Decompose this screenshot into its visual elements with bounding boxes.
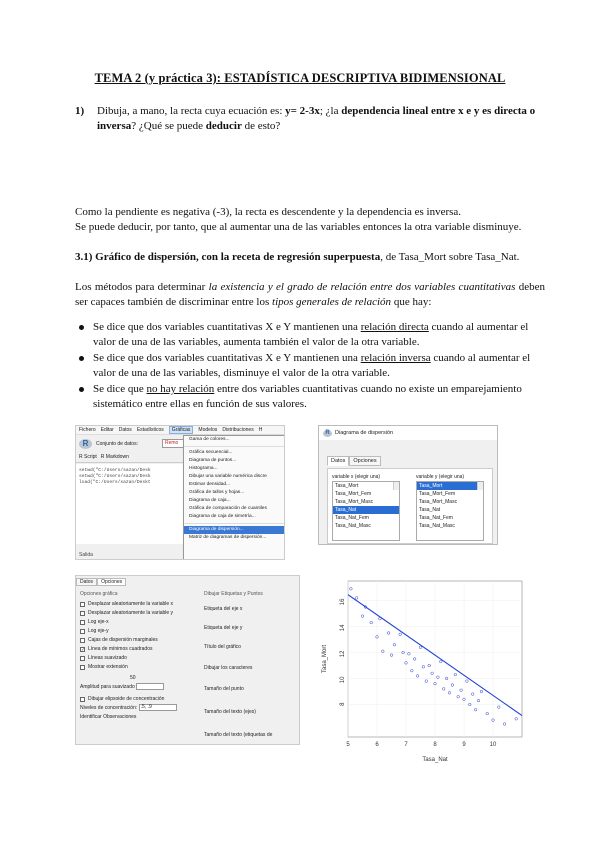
labels-heading: Dibujar Etiquetas y Puntos (204, 591, 263, 597)
list-item-selected[interactable]: Tasa_Nat (333, 506, 399, 514)
y-tick-label: 14 (340, 624, 346, 632)
list-item[interactable]: Tasa_Nat_Masc (419, 523, 455, 529)
graficas-dropdown (183, 435, 285, 560)
list-item[interactable]: Tasa_Nat (419, 507, 441, 513)
script-tabs (76, 454, 184, 463)
list-item[interactable]: Tasa_Mort_Fem (419, 491, 456, 497)
menu-graficas[interactable]: Gráficas (169, 426, 194, 434)
methods-text: deben ser capaces también de discriminar entre los (75, 281, 545, 308)
r-logo-icon: R (323, 430, 332, 437)
checkbox-label: Log eje-y (88, 628, 109, 634)
y-variable-list[interactable] (416, 481, 484, 541)
checkbox-label: Desplazar aleatoriamente la variable y (88, 610, 174, 616)
scatter-dialog-screenshot (318, 425, 498, 545)
menu-item[interactable]: Gráfica de tallos y hojas... (189, 490, 245, 495)
dialog-tabs (327, 456, 381, 466)
menu-item[interactable]: Gráfica de comparación de cuantiles (189, 506, 267, 511)
x-variable-list[interactable] (332, 481, 400, 541)
menu-editar[interactable]: Editar (100, 427, 114, 433)
bullet-dot-icon (79, 387, 84, 392)
field-label: Etiqueta del eje y (204, 625, 243, 631)
y-tick-label: 8 (340, 702, 346, 706)
menu-item[interactable]: Diagrama de caja... (189, 498, 231, 503)
menu-item[interactable]: Gráfica secuencial... (189, 450, 233, 455)
field-label: Tamaño del punto (204, 686, 244, 692)
deduce-bold: deducir (205, 120, 242, 132)
list-item[interactable]: Tasa_Mort (335, 483, 359, 489)
script-line: load("C:/Users/sazan/Deskt (79, 480, 151, 485)
tab-r-markdown[interactable]: R Markdown (100, 454, 129, 460)
field-label: Tamaño del texto (ejes) (204, 709, 256, 715)
checkbox-row[interactable] (80, 695, 200, 704)
scrollbar[interactable] (393, 482, 399, 490)
y-tick-label: 10 (340, 676, 346, 684)
question-text: ? ¿Qué se puede (131, 120, 206, 132)
checkbox-label: Mostrar extensión (88, 664, 128, 670)
menu-item-scatter[interactable]: Diagrama de dispersión... (184, 526, 285, 534)
y-tick-label: 12 (340, 650, 346, 658)
bullet-dot-icon (79, 325, 84, 330)
x-tick-label: 9 (462, 742, 466, 748)
y-tick-label: 16 (340, 598, 346, 606)
graph-options-column (80, 590, 200, 722)
section-3-1 (75, 250, 545, 265)
checkbox-icon[interactable] (80, 611, 85, 616)
x-tick-label: 10 (489, 742, 497, 748)
bullet-text: Se dice que (93, 383, 147, 395)
question-bold: dependencia lineal entre x e y es directa o inversa (97, 105, 536, 132)
span-row (80, 683, 200, 692)
menu-item[interactable]: Diagrama de caja de simetría... (189, 514, 256, 519)
output-label: Salida (79, 552, 93, 558)
relation-bullet-list (75, 320, 545, 413)
checkbox-label: Líneas suavizado (88, 655, 127, 661)
checkbox-row[interactable] (80, 618, 200, 627)
checkbox-row[interactable] (80, 627, 200, 636)
menu-fichero[interactable]: Fichero (79, 427, 96, 433)
question-text: de esto? (241, 120, 281, 132)
field-label: Tamaño del texto (etiquetas de (204, 732, 273, 738)
checkbox-icon[interactable] (80, 656, 85, 661)
field-label: Etiqueta del eje x (204, 606, 243, 612)
question-number: 1) (75, 105, 85, 117)
dataset-label: Conjunto de datos: (96, 441, 138, 447)
bullet-item (75, 351, 545, 381)
bullet-text: cuando al aumentar el valor de una de las variables, disminuye el valor de la otra variable. (93, 352, 531, 379)
rcmdr-menubar (76, 426, 284, 435)
checkbox-row[interactable] (80, 654, 200, 663)
levels-label: Niveles de concentración: (80, 705, 138, 711)
tab-opciones[interactable]: Opciones (349, 456, 380, 466)
bullet-dot-icon (79, 356, 84, 361)
checkbox-label: Log eje-x (88, 619, 109, 625)
bullet-text: Se dice que dos variables cuantitativas X e Y mantienen una (93, 321, 361, 333)
menu-item[interactable]: Gama de colores... (189, 437, 230, 442)
answer-line-2: Se puede deducir, por tanto, que al aumentar una de las variables entonces la otra variable disminuye. (75, 221, 522, 233)
tab-r-script[interactable]: R Script (79, 454, 97, 460)
menu-modelos[interactable]: Modelos (198, 427, 218, 433)
r-logo-icon: R (79, 439, 92, 449)
bullet-text: cuando al aumentar el valor de una de las variables, aumenta también el valor de la otra variable. (93, 321, 529, 348)
levels-row (80, 704, 200, 713)
methods-paragraph (75, 280, 545, 310)
list-item[interactable]: Tasa_Nat_Masc (335, 523, 371, 529)
methods-italic: la existencia y el grado de relación entre dos variables cuantitativas (208, 281, 516, 293)
script-line: setwd("C:/Users/sazan/Desk (79, 474, 151, 479)
methods-text: que hay: (391, 296, 432, 308)
checkbox-row-checked[interactable] (80, 645, 200, 654)
menu-separator (184, 521, 285, 524)
span-value: 50 (130, 675, 136, 681)
checkbox-row[interactable] (80, 600, 200, 609)
script-editor[interactable] (76, 464, 184, 544)
question-text: ; ¿la (319, 105, 342, 117)
menu-item[interactable]: Histograma... (189, 466, 218, 471)
checkbox-row[interactable] (80, 663, 200, 672)
checkbox-icon[interactable] (80, 665, 85, 670)
menu-estadisticos[interactable]: Estadísticos (136, 427, 164, 433)
dialog-title: Diagrama de dispersión (335, 430, 394, 436)
checkbox-label: Línea de mínimos cuadrados (88, 646, 153, 652)
dialog-panel (327, 468, 493, 544)
checkbox-label: Cajas de dispersión marginales (88, 637, 158, 643)
checkmark-icon[interactable]: ✓ (81, 647, 86, 653)
dialog-titlebar (319, 426, 497, 440)
list-item[interactable]: Tasa_Nat_Fem (335, 515, 369, 521)
list-item[interactable]: Tasa_Mort_Masc (419, 499, 458, 505)
menu-item[interactable]: Matriz de diagramas de dispersión... (189, 535, 267, 540)
span-slider[interactable] (136, 683, 164, 690)
bullet-item (75, 382, 545, 412)
methods-italic: tipos generales de relación (272, 296, 392, 308)
bullet-item (75, 320, 545, 350)
menu-item[interactable]: Diagrama de puntos... (189, 458, 237, 463)
section-3-1-title: 3.1) Gráfico de dispersión, con la receta de regresión superpuesta (75, 251, 381, 263)
y-variable-label: variable y (elegir una) (416, 474, 465, 480)
methods-text: Los métodos para determinar (75, 281, 209, 293)
list-item-selected[interactable]: Tasa_Mort (417, 482, 483, 490)
y-axis-label: Tasa_Mort (322, 644, 328, 674)
checkbox-label: Desplazar aleatoriamente la variable x (88, 601, 174, 607)
dataset-button[interactable]: Remo (162, 439, 184, 448)
menu-distribuciones[interactable]: Distribuciones (222, 427, 254, 433)
field-label: Título del gráfico (204, 644, 241, 650)
bullet-underlined: no hay relación (146, 383, 215, 395)
x-tick-label: 5 (346, 742, 350, 748)
identify-label: Identificar Observaciones (80, 714, 137, 720)
menu-datos[interactable]: Datos (118, 427, 132, 433)
x-tick-label: 8 (433, 742, 437, 748)
menu-item[interactable]: Estimar densidad... (189, 482, 231, 487)
equation: y= 2-3x (285, 105, 320, 117)
checkbox-row[interactable] (80, 609, 200, 618)
x-tick-label: 7 (404, 742, 408, 748)
section-3-1-rest: , de Tasa_Mort sobre Tasa_Nat. (380, 251, 520, 263)
bullet-underlined: relación inversa (360, 352, 431, 364)
question-1 (75, 104, 545, 134)
tab-datos[interactable]: Datos (327, 456, 349, 466)
checkbox-icon[interactable] (80, 602, 85, 607)
labels-points-column (204, 590, 298, 740)
list-item[interactable]: Tasa_Nat_Fem (419, 515, 453, 521)
menu-h[interactable]: H (258, 427, 263, 433)
menu-separator (184, 444, 285, 447)
list-item[interactable]: Tasa_Mort_Masc (335, 499, 374, 505)
x-tick-label: 6 (375, 742, 379, 748)
checkbox-icon[interactable] (80, 620, 85, 625)
bullet-text: entre dos variables cuantitativas cuando no existe un emparejamiento sistemático entre ellas en función de sus valores. (93, 383, 522, 410)
graph-options-heading: Opciones gráfica (80, 591, 118, 597)
question-text: Dibuja, a mano, la recta cuya ecuación es: (97, 105, 286, 117)
checkbox-icon[interactable] (80, 697, 85, 702)
levels-input[interactable]: .5, .9 (139, 704, 177, 711)
list-item[interactable]: Tasa_Mort_Fem (335, 491, 372, 497)
script-line: setwd("C:/Users/sazan/Desk (79, 468, 151, 473)
scatter-plot (318, 575, 528, 765)
scatter-options-screenshot (75, 575, 300, 745)
menu-item[interactable]: Dibujar una variable numérica discre (189, 474, 267, 479)
answer-line-1: Como la pendiente es negativa (-3), la recta es descendente y la dependencia es inversa. (75, 206, 462, 218)
checkbox-label: Dibujar elipsoide de concentración (88, 696, 165, 702)
tab-datos[interactable]: Datos (76, 578, 97, 586)
span-label: Amplitud para suavizado (80, 684, 135, 690)
checkbox-row[interactable] (80, 636, 200, 645)
bullet-text: Se dice que dos variables cuantitativas X e Y mantienen una (93, 352, 361, 364)
checkbox-icon[interactable] (80, 638, 85, 643)
x-variable-label: variable x (elegir una) (332, 474, 381, 480)
options-tabs (76, 578, 126, 586)
checkbox-icon[interactable] (80, 629, 85, 634)
x-axis-label: Tasa_Nat (422, 757, 448, 763)
page-title: TEMA 2 (y práctica 3): ESTADÍSTICA DESCRIPTIVA BIDIMENSIONAL (94, 71, 506, 85)
field-label: Dibujar los caracteres (204, 665, 253, 671)
rcmdr-menu-screenshot (75, 425, 285, 560)
bullet-underlined: relación directa (360, 321, 429, 333)
tab-opciones[interactable]: Opciones (97, 578, 126, 586)
scrollbar[interactable] (477, 482, 483, 490)
